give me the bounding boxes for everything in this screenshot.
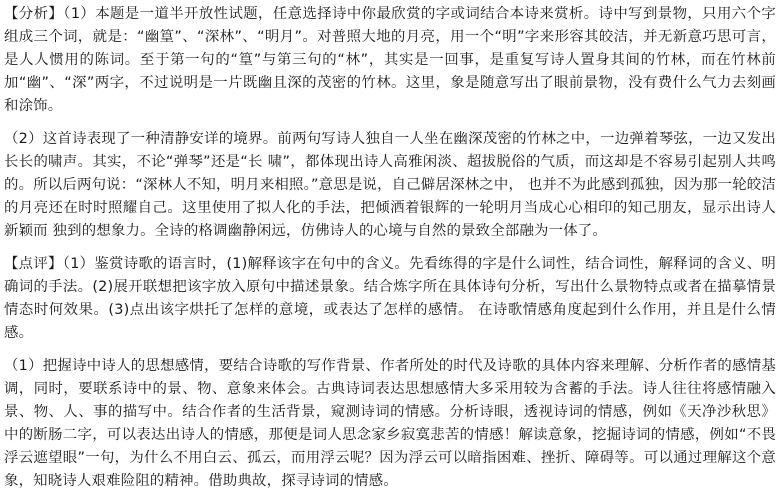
paragraph-gap <box>4 118 776 128</box>
paragraph-gap <box>4 243 776 253</box>
commentary-paragraph-2: （1）把握诗中诗人的思想感情，要结合诗歌的写作背景、作者所处的时代及诗歌的具体内容来理解、分析作者的感情基调，同时，要联系诗中的景、物、意象来体会。古典诗词表达思想感情大多采用较为含蓄的手法。诗人往往将感情融入景、物、人、事的描写中。结合作者的生活背景，窥测诗词的情感。分析诗眼，透视诗词的情感，例如《天净沙秋思》中的断肠二字，可以表达出诗人的情感，那便是词人思念家乡寂寞悲苦的情感！解读意象，挖掘诗词的情感，例如“不畏浮云遮望眼”一句，为什么不用白云、孤云，而用浮云呢？因为浮云可以暗指困难、挫折、障碍等。可以通过理解这个意象，知晓诗人艰难险阻的精神。借助典故，探寻诗词的情感。 <box>4 358 776 489</box>
analysis-paragraph-1: 【分析】（1）本题是一道半开放性试题，任意选择诗中你最欣赏的字或词结合本诗来赏析。诗中写到景物，只用六个字组成三个词，就是：“幽篁”、“深林”、“明月”。对普照大地的月亮，用一个“明”字来形容其皎洁，并无新意巧思可言，是人人惯用的陈词。至于第一句的“篁”与第三句的“林”，其实是一回事，是重复写诗人置身其间的竹林，而在竹林前加“幽”、“深”两字，不过说明是一片既幽且深的茂密的竹林。这里，象是随意写出了眼前景物，没有费什么气力去刻画和涂饰。 <box>4 6 776 114</box>
paragraph-gap <box>4 345 776 355</box>
analysis-paragraph-2: （2）这首诗表现了一种清静安详的境界。前两句写诗人独自一人坐在幽深茂密的竹林之中，一边弹着琴弦，一边又发出长长的啸声。其实，不论“弹琴”还是“长 啸”，都体现出诗人高雅闲淡、超拔脱俗的气质，而这却是不容易引起别人共鸣的。所以后两句说：“深林人不知，明月来相照。”意思是说，自己僻居深林之中， 也并不为此感到孤独，因为那一轮皎洁的月亮还在时时照耀自己。这里使用了拟人化的手法，把倾洒着银辉的一轮明月当成心心相印的知己朋友，显示出诗人新颖而 独到的想象力。全诗的格调幽静闲远，仿佛诗人的心境与自然的景致全部融为一体了。 <box>4 131 776 239</box>
commentary-paragraph-1: 【点评】（1）鉴赏诗歌的语言时，(1)解释该字在句中的含义。先看练得的字是什么词性，结合词性，解释词的含义、明确词的手法。(2)展开联想把该字放入原句中描述景象。结合炼字所在具体诗句分析，写出什么景物特点或者在描摹情景情态时何效果。(3)点出该字烘托了怎样的意境，或表达了怎样的感情。 在诗歌情感角度起到什么作用，并且是什么情感。 <box>4 256 776 341</box>
